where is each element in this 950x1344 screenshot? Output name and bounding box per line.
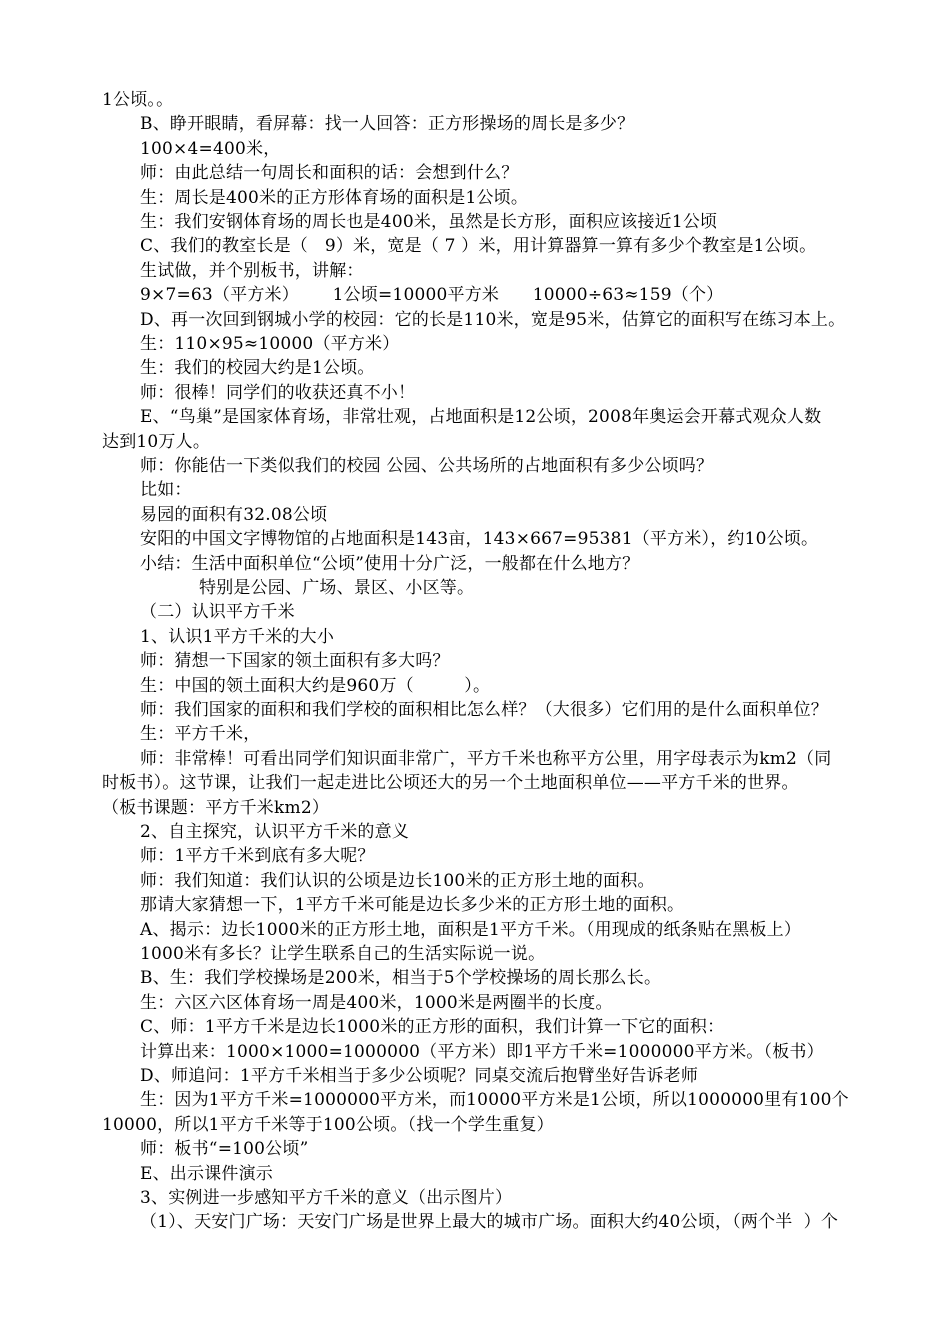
text-line: 生：110×95≈10000（平方米） <box>140 334 400 354</box>
text-line: 那请大家猜想一下，1平方千米可能是边长多少米的正方形土地的面积。 <box>140 895 685 916</box>
text-line: 师：我们知道：我们认识的公顷是边长100米的正方形土地的面积。 <box>140 870 655 891</box>
text-line: 师：我们国家的面积和我们学校的面积相比怎么样？（大很多）它们用的是什么面积单位？ <box>140 700 828 720</box>
text-line: D、再一次回到钢城小学的校园：它的长是110米，宽是95米，估算它的面积写在练习本上。 <box>140 309 846 330</box>
text-line: 生试做，并个别板书，讲解： <box>140 260 364 281</box>
text-line: B、睁开眼睛，看屏幕：找一人回答：正方形操场的周长是多少？ <box>140 114 635 135</box>
text-line: 特别是公园、广场、景区、小区等。 <box>199 578 475 598</box>
text-line: 师：你能估一下类似我们的校园 公园、公共场所的占地面积有多少公顷吗？ <box>140 456 714 476</box>
text-line: 生：因为1平方千米=1000000平方米，而10000平方米是1公顷，所以1000000里有100个 <box>140 1090 849 1111</box>
text-line: 1、认识1平方千米的大小 <box>140 626 335 647</box>
text-line: （二）认识平方千米 <box>140 602 295 623</box>
text-line: 师：猜想一下国家的领土面积有多大吗？ <box>140 651 450 672</box>
text-line: 比如： <box>140 480 192 501</box>
text-line: 生：中国的领土面积大约是960万（ ）。 <box>140 675 491 696</box>
text-line: 生：我们安钢体育场的周长也是400米，虽然是长方形，面积应该接近1公顷 <box>140 212 718 232</box>
text-line: 师：板书“=100公顷” <box>140 1139 309 1160</box>
text-line: 易园的面积有32.08公顷 <box>140 504 328 525</box>
text-line: C、我们的教室长是（ 9）米，宽是（ 7 ）米，用计算器算一算有多少个教室是1公顷。 <box>140 236 817 257</box>
text-line: E、出示课件演示 <box>140 1163 274 1184</box>
text-line: B、生：我们学校操场是200米，相当于5个学校操场的周长那么长。 <box>140 968 662 989</box>
text-line: 2、自主探究，认识平方千米的意义 <box>140 822 410 842</box>
text-line: C、师：1平方千米是边长1000米的正方形的面积，我们计算一下它的面积： <box>140 1017 725 1038</box>
text-line: 计算出来：1000×1000=1000000（平方米）即1平方千米=1000000平方米。（板书） <box>140 1041 824 1062</box>
text-line: 生：周长是400米的正方形体育场的面积是1公顷。 <box>140 187 529 208</box>
text-line: E、“鸟巢”是国家体育场，非常壮观，占地面积是12公顷，2008年奥运会开幕式观众人数 <box>140 407 822 428</box>
text-line: 师：非常棒！可看出同学们知识面非常广，平方千米也称平方公里，用字母表示为km2（同 <box>140 748 832 769</box>
text-line: 生：我们的校园大约是1公顷。 <box>140 358 375 379</box>
text-line: 师：由此总结一句周长和面积的话：会想到什么？ <box>140 163 519 184</box>
text-line: 达到10万人。 <box>102 431 211 452</box>
text-line: A、揭示：边长1000米的正方形土地，面积是1平方千米。（用现成的纸条贴在黑板上） <box>140 919 802 940</box>
text-line: 1000米有多长？让学生联系自己的生活实际说一说。 <box>140 944 546 964</box>
text-line: 生：六区六区体育场一周是400米，1000米是两圈半的长度。 <box>140 992 613 1013</box>
text-line: 1公顷。。 <box>102 90 174 110</box>
text-line: 师：1平方千米到底有多大呢？ <box>140 846 375 867</box>
text-line: D、师追问：1平方千米相当于多少公顷呢？同桌交流后抱臂坐好告诉老师 <box>140 1066 699 1086</box>
text-line: （1）、天安门广场：天安门广场是世界上最大的城市广场。面积大约40公顷，（两个半 ）个 <box>140 1212 839 1233</box>
text-line: 3、实例进一步感知平方千米的意义（出示图片） <box>140 1188 513 1208</box>
text-line: 9×7=63（平方米） 1公顷=10000平方米 10000÷63≈159（个） <box>140 285 724 306</box>
text-line: 安阳的中国文字博物馆的占地面积是143亩，143×667=95381（平方米），约10公顷。 <box>140 529 819 550</box>
text-line: 生：平方千米， <box>140 724 261 745</box>
text-line: 时板书）。这节课，让我们一起走进比公顷还大的另一个土地面积单位——平方千米的世界。 <box>102 773 799 794</box>
text-line: 10000，所以1平方千米等于100公顷。（找一个学生重复） <box>102 1114 554 1135</box>
text-line: 小结：生活中面积单位“公顷”使用十分广泛，一般都在什么地方？ <box>140 553 640 574</box>
text-line: 100×4=400米， <box>140 138 281 159</box>
text-line: 师：很棒！同学们的收获还真不小！ <box>140 382 416 403</box>
text-line: （板书课题：平方千米km2） <box>102 797 330 818</box>
